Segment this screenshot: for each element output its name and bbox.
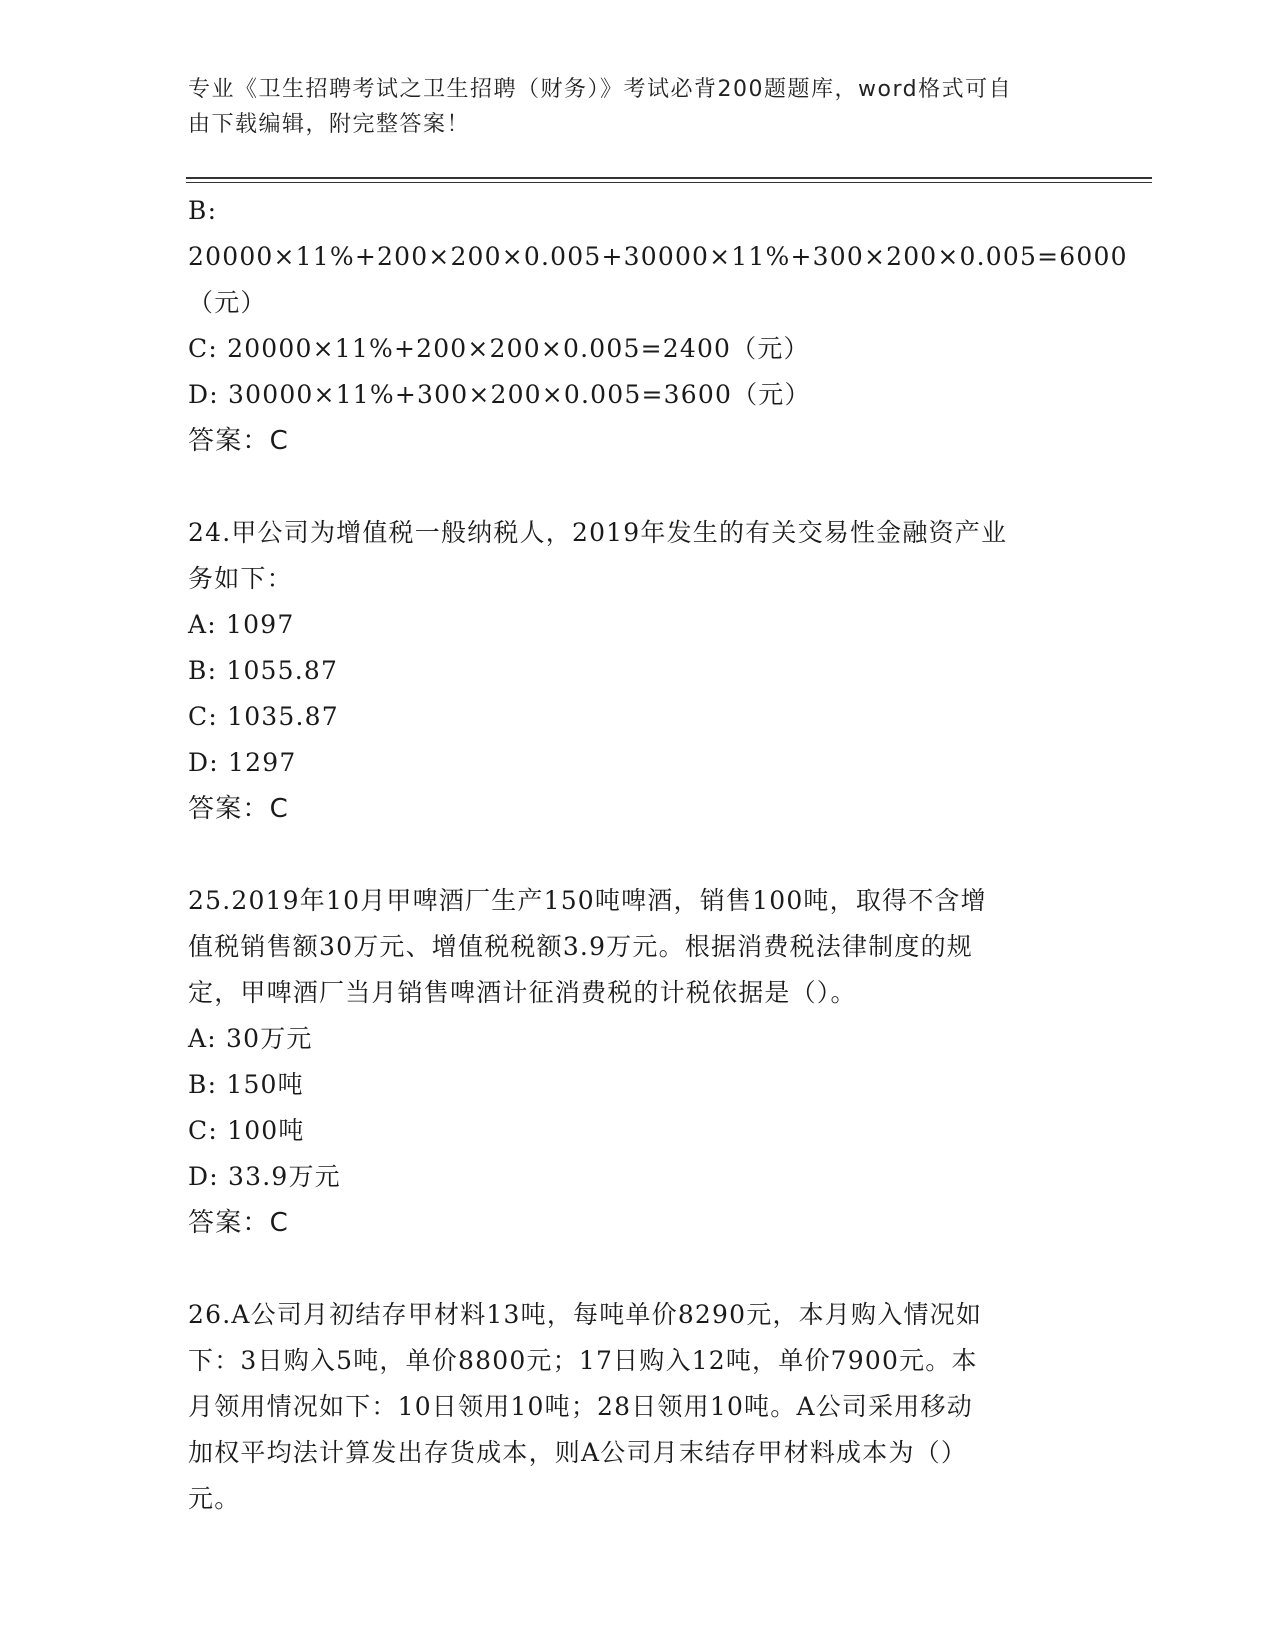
question-24-option-c: C: 1035.87 bbox=[188, 702, 339, 731]
header-divider-thin bbox=[186, 182, 1152, 183]
question-25-text-line-3: 定，甲啤酒厂当月销售啤酒计征消费税的计税依据是（）。 bbox=[188, 978, 857, 1007]
spacer bbox=[188, 1246, 1088, 1292]
question-24-answer: 答案：C bbox=[188, 794, 289, 824]
question-25-block bbox=[188, 878, 1088, 1246]
question-25-text-line-1: 25.2019年10月甲啤酒厂生产150吨啤酒，销售100吨，取得不含增 bbox=[188, 886, 987, 915]
spacer bbox=[188, 832, 1088, 878]
question-26-text-line-2: 下：3日购入5吨，单价8800元；17日购入12吨，单价7900元。本 bbox=[188, 1346, 978, 1375]
question-24-text-line-2: 务如下： bbox=[188, 564, 293, 593]
document-header bbox=[188, 72, 1068, 142]
question-26-text-line-4: 加权平均法计算发出存货成本，则A公司月末结存甲材料成本为（） bbox=[188, 1438, 968, 1467]
question-26-text-line-5: 元。 bbox=[188, 1484, 241, 1513]
header-divider-thick bbox=[186, 177, 1152, 179]
question-25-option-c: C: 100吨 bbox=[188, 1116, 305, 1145]
question-25-option-b: B: 150吨 bbox=[188, 1070, 304, 1099]
option-c: C: 20000×11%+200×200×0.005=2400（元） bbox=[188, 334, 810, 363]
spacer bbox=[188, 464, 1088, 510]
option-d: D: 30000×11%+300×200×0.005=3600（元） bbox=[188, 380, 811, 409]
question-24-option-d: D: 1297 bbox=[188, 748, 297, 777]
question-24-block bbox=[188, 510, 1088, 832]
option-b-continued: （元） bbox=[188, 288, 267, 317]
question-26-text-line-3: 月领用情况如下：10日领用10吨；28日领用10吨。A公司采用移动 bbox=[188, 1392, 973, 1421]
prev-question-block bbox=[188, 188, 1128, 464]
option-b: B: 20000×11%+200×200×0.005+30000×11%+300×200×0.005=6000 bbox=[188, 196, 1128, 271]
header-title-line-2: 由下载编辑，附完整答案！ bbox=[188, 112, 471, 137]
question-24-option-b: B: 1055.87 bbox=[188, 656, 339, 685]
header-title-line-1: 专业《卫生招聘考试之卫生招聘（财务）》考试必背200题题库，word格式可自 bbox=[188, 77, 1013, 102]
question-25-option-d: D: 33.9万元 bbox=[188, 1162, 341, 1191]
question-24-text-line-1: 24.甲公司为增值税一般纳税人，2019年发生的有关交易性金融资产业 bbox=[188, 518, 1008, 547]
question-25-text-line-2: 值税销售额30万元、增值税税额3.9万元。根据消费税法律制度的规 bbox=[188, 932, 973, 961]
answer-label: 答案：C bbox=[188, 426, 289, 456]
question-25-answer: 答案：C bbox=[188, 1208, 289, 1238]
question-26-text-line-1: 26.A公司月初结存甲材料13吨，每吨单价8290元，本月购入情况如 bbox=[188, 1300, 983, 1329]
question-25-option-a: A: 30万元 bbox=[188, 1024, 313, 1053]
question-24-option-a: A: 1097 bbox=[188, 610, 295, 639]
question-26-block bbox=[188, 1292, 1088, 1522]
document-body bbox=[188, 188, 1128, 1522]
